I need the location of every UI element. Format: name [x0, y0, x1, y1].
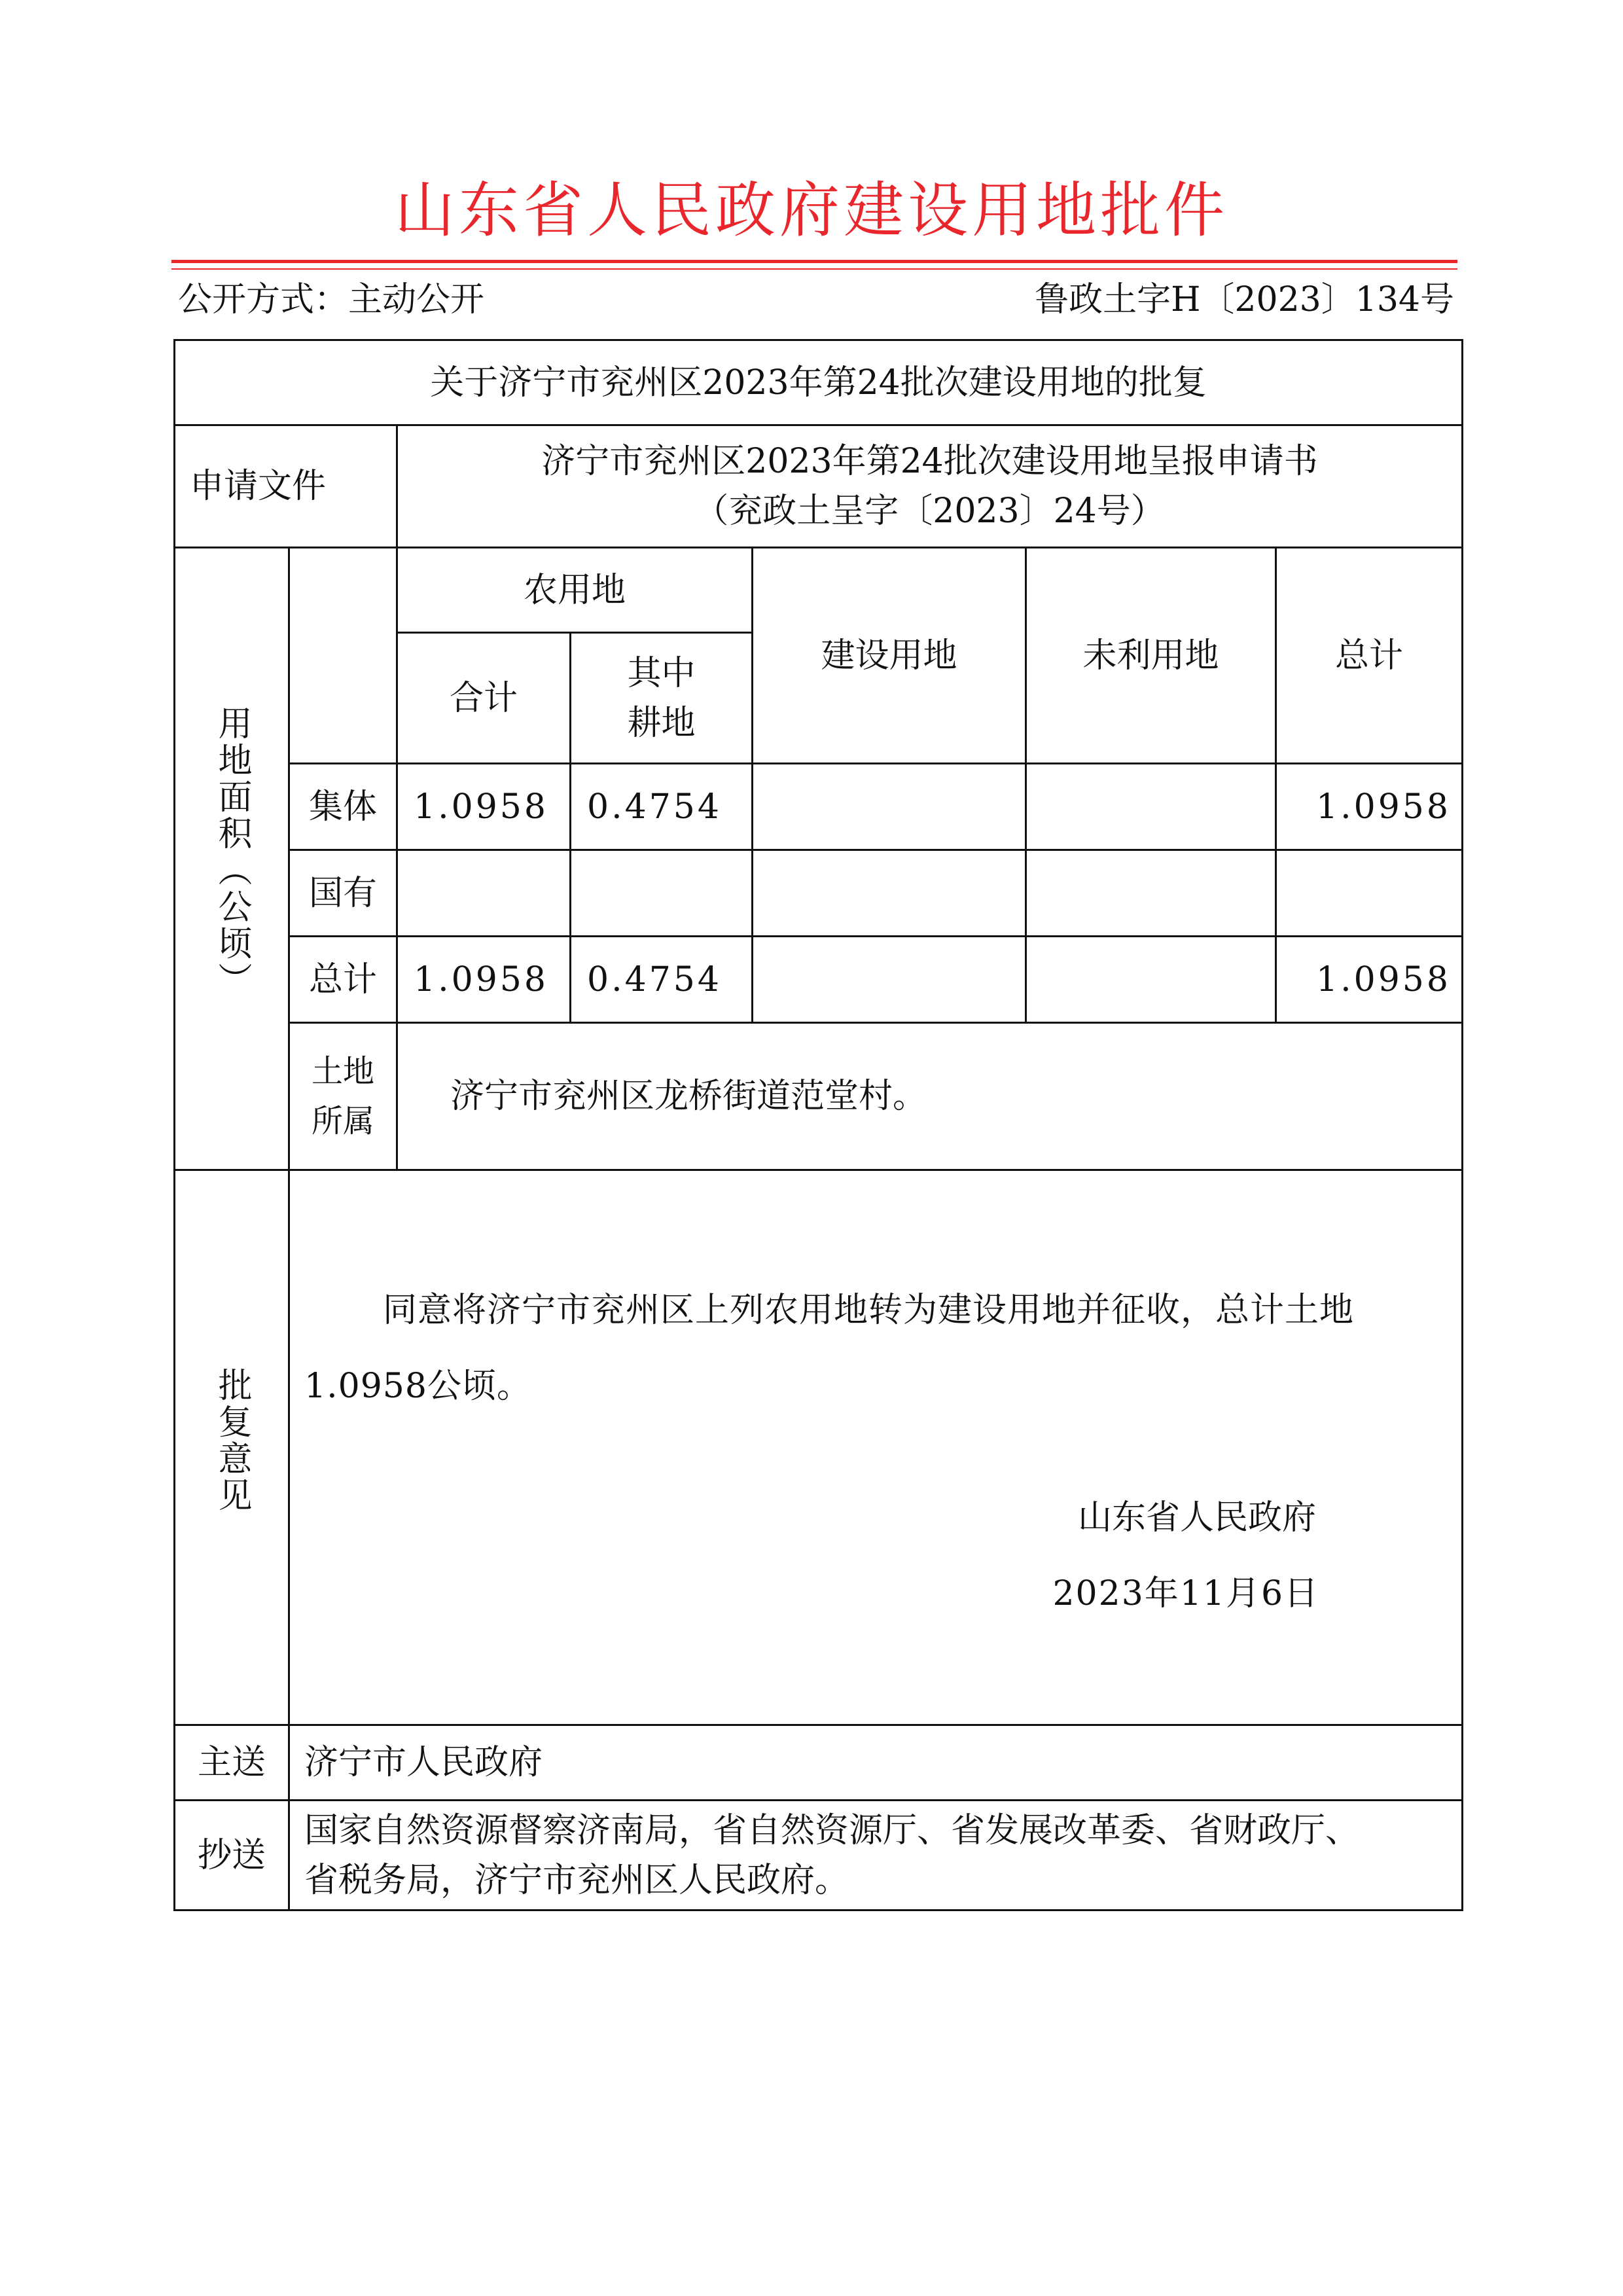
row-label-sum: 总计: [308, 960, 377, 999]
document-title: 山东省人民政府建设用地批件: [394, 175, 1228, 245]
area-label-cell: [175, 548, 289, 1170]
sum-arable: 0.4754: [587, 960, 722, 999]
subject-cell: [175, 340, 1463, 425]
cc-line-2: 省税务局，济宁市兖州区人民政府。: [304, 1860, 849, 1900]
empty-corner-cell: [289, 548, 397, 764]
sum-total: 1.0958: [1316, 960, 1451, 999]
title-rule-thin: [171, 268, 1457, 270]
subject-text: 关于济宁市兖州区2023年第24批次建设用地的批复: [430, 363, 1207, 403]
approval-form-table: [173, 339, 1463, 1911]
col-agri-header: [397, 548, 753, 633]
ownership-label-1: 土地: [311, 1053, 374, 1090]
table-row: [175, 764, 1463, 850]
cc-label: 抄送: [197, 1835, 266, 1875]
cc-cell: [289, 1801, 1463, 1910]
table-row: [175, 937, 1463, 1023]
table-row: [175, 850, 1463, 937]
cc-line-1: 国家自然资源督察济南局，省自然资源厅、省发展改革委、省财政厅、: [304, 1810, 1360, 1850]
disclosure-mode: 公开方式：主动公开: [178, 280, 485, 319]
col-total-label: 总计: [1335, 636, 1404, 675]
main-recipient-label: 主送: [197, 1743, 266, 1782]
title-rule-thick: [171, 260, 1457, 263]
opinion-cell: [289, 1170, 1463, 1725]
collective-agri-total: 1.0958: [414, 787, 548, 827]
col-arable-label-1: 其中: [627, 653, 696, 693]
ownership-value: 济宁市兖州区龙桥街道范堂村。: [450, 1077, 927, 1116]
collective-arable: 0.4754: [587, 787, 722, 827]
main-recipient: 济宁市人民政府: [304, 1743, 543, 1782]
col-construction-label: 建设用地: [821, 636, 957, 675]
opinion-label-cell: [175, 1170, 289, 1725]
ownership-label-2: 所属: [311, 1103, 374, 1139]
collective-total: 1.0958: [1316, 787, 1451, 827]
col-construction-header: [753, 548, 1026, 764]
application-value-cell: [397, 425, 1463, 548]
col-unused-label: 未利用地: [1082, 636, 1219, 675]
opinion-text: 同意将济宁市兖州区上列农用地转为建设用地并征收，总计土地1.0958公顷。: [304, 1291, 1355, 1406]
area-label: 用地面积（公顷）: [212, 705, 251, 999]
document-number: 鲁政土字H〔2023〕134号: [1035, 280, 1454, 319]
main-recipient-cell: [289, 1725, 1463, 1801]
col-unused-header: [1026, 548, 1276, 764]
opinion-signer: 山东省人民政府: [1078, 1498, 1317, 1537]
opinion-date: 2023年11月6日: [1052, 1574, 1320, 1613]
main-recipient-label-cell: [175, 1725, 289, 1801]
application-line-1: 济宁市兖州区2023年第24批次建设用地呈报申请书: [541, 442, 1318, 481]
application-line-2: （兖政土呈字〔2023〕24号）: [694, 492, 1165, 531]
col-agri-total-header: [397, 633, 571, 764]
ownership-value-cell: [397, 1023, 1463, 1170]
ownership-label-cell: [289, 1023, 397, 1170]
col-agri-label: 农用地: [523, 570, 626, 610]
col-agri-total-label: 合计: [449, 678, 518, 718]
opinion-label: 批复意见: [212, 1367, 251, 1514]
col-arable-header: [571, 633, 753, 764]
col-total-header: [1276, 548, 1463, 764]
cc-label-cell: [175, 1801, 289, 1910]
application-label-cell: [175, 425, 397, 548]
row-label-state: 国有: [308, 873, 377, 913]
row-label-collective: 集体: [308, 787, 377, 827]
application-label: 申请文件: [190, 467, 327, 506]
sum-agri-total: 1.0958: [414, 960, 548, 999]
col-arable-label-2: 耕地: [627, 703, 696, 743]
